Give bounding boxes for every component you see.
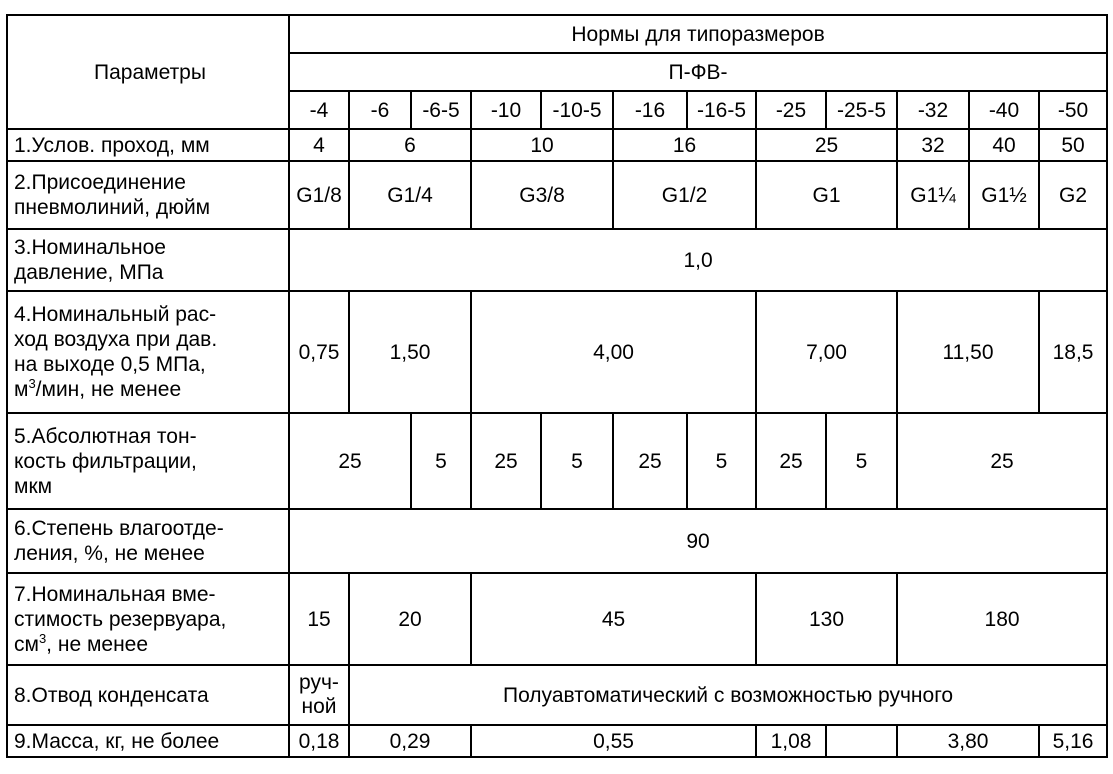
size-cell: -10-5	[541, 91, 613, 129]
value-cell: 0,18	[289, 725, 349, 757]
value-cell: 25	[613, 413, 687, 509]
row-label	[7, 509, 289, 573]
value-cell: G2	[1039, 161, 1107, 229]
manual-drain-cell	[289, 665, 349, 725]
value-cell: 10	[471, 129, 613, 161]
value-cell: 45	[471, 573, 756, 665]
cell-line: руч-	[299, 671, 339, 694]
header-row-norms	[7, 15, 1107, 53]
label-line: кость фильтрации,	[14, 449, 197, 473]
label-line	[14, 632, 286, 657]
label-line: стимость резервуара,	[14, 607, 227, 631]
value-cell: 130	[756, 573, 897, 665]
value-cell: 5,16	[1039, 725, 1107, 757]
size-cell: -16-5	[687, 91, 756, 129]
value-cell: 25	[756, 413, 826, 509]
value-cell: 5	[541, 413, 613, 509]
label-line: ход воздуха при дав.	[14, 328, 218, 351]
value-cell: 180	[897, 573, 1107, 665]
label-text: /мин, не менее	[35, 378, 182, 401]
size-cell: -50	[1039, 91, 1107, 129]
value-cell: 20	[349, 573, 471, 665]
label-line	[14, 377, 286, 402]
size-cell: -4	[289, 91, 349, 129]
size-cell: -32	[897, 91, 969, 129]
row-label: 8.Отвод конденсата	[7, 665, 289, 725]
value-cell: 7,00	[756, 291, 897, 413]
label-line: 3.Номинальное	[14, 236, 166, 259]
value-cell: 0,29	[349, 725, 471, 757]
row-moisture-separation	[7, 509, 1107, 573]
row-label: 9.Масса, кг, не более	[7, 725, 289, 757]
norms-header: Нормы для типоразмеров	[289, 15, 1107, 53]
size-cell: -6	[349, 91, 411, 129]
model-header: П-ФВ-	[289, 53, 1107, 91]
cell-line: ной	[301, 695, 337, 718]
size-cell: -16	[613, 91, 687, 129]
value-cell: G1/2	[613, 161, 756, 229]
size-cell: -6-5	[411, 91, 471, 129]
value-cell: 40	[969, 129, 1039, 161]
value-cell: 1,0	[289, 229, 1107, 291]
row-condensate-drain	[7, 665, 1107, 725]
row-nominal-flow	[7, 291, 1107, 413]
row-nominal-bore	[7, 129, 1107, 161]
label-line: давление, МПа	[14, 261, 164, 284]
value-cell: 25	[897, 413, 1107, 509]
row-connection	[7, 161, 1107, 229]
label-line: 4.Номинальный рас-	[14, 303, 217, 326]
value-cell: 15	[289, 573, 349, 665]
value-cell: 0,55	[471, 725, 756, 757]
label-text: , не менее	[46, 632, 149, 656]
row-label	[7, 229, 289, 291]
value-cell: 18,5	[1039, 291, 1107, 413]
value-cell: 6	[349, 129, 471, 161]
value-cell: G1/4	[349, 161, 471, 229]
value-cell: 1,08	[756, 725, 826, 757]
value-cell: 5	[687, 413, 756, 509]
row-filtration	[7, 413, 1107, 509]
value-cell: 4	[289, 129, 349, 161]
value-cell: G1½	[969, 161, 1039, 229]
value-cell: 4,00	[471, 291, 756, 413]
size-cell: -10	[471, 91, 541, 129]
value-cell: 5	[411, 413, 471, 509]
value-cell: Полуавтоматический с возможностью ручного	[349, 665, 1107, 725]
value-cell: G3/8	[471, 161, 613, 229]
row-label	[7, 573, 289, 665]
value-cell: G1¼	[897, 161, 969, 229]
label-line: 2.Присоединение	[14, 171, 186, 194]
size-cell: -25-5	[826, 91, 897, 129]
label-line: ления, %, не менее	[14, 542, 205, 565]
value-cell: G1/8	[289, 161, 349, 229]
row-label	[7, 291, 289, 413]
value-cell: 1,50	[349, 291, 471, 413]
label-line: на выходе 0,5 МПа,	[14, 353, 206, 376]
value-cell: 16	[613, 129, 756, 161]
value-cell: 50	[1039, 129, 1107, 161]
value-cell: 0,75	[289, 291, 349, 413]
value-cell: G1	[756, 161, 897, 229]
row-label	[7, 413, 289, 509]
label-line: 6.Степень влагоотде-	[14, 517, 224, 540]
value-cell: 3,80	[897, 725, 1039, 757]
row-mass	[7, 725, 1107, 757]
value-cell: 5	[826, 413, 897, 509]
size-cell: -25	[756, 91, 826, 129]
label-line: мкм	[14, 474, 53, 498]
row-label	[7, 161, 289, 229]
superscript: 3	[28, 376, 36, 391]
row-reservoir-capacity	[7, 573, 1107, 665]
value-cell: 25	[471, 413, 541, 509]
label-line: пневмолиний, дюйм	[14, 196, 211, 219]
value-cell: 90	[289, 509, 1107, 573]
label-text: см	[14, 632, 39, 656]
value-cell: 11,50	[897, 291, 1039, 413]
value-cell: 25	[756, 129, 897, 161]
specifications-table	[6, 14, 1108, 758]
row-label: 1.Услов. проход, мм	[7, 129, 289, 161]
size-cell: -40	[969, 91, 1039, 129]
label-text: м	[14, 378, 29, 401]
label-line: 5.Абсолютная тон-	[14, 424, 197, 448]
superscript: 3	[38, 630, 47, 646]
value-cell: 25	[289, 413, 411, 509]
value-cell	[826, 725, 897, 757]
value-cell: 32	[897, 129, 969, 161]
row-nominal-pressure	[7, 229, 1107, 291]
label-line: 7.Номинальная вме-	[14, 582, 216, 606]
params-header: Параметры	[7, 15, 289, 129]
